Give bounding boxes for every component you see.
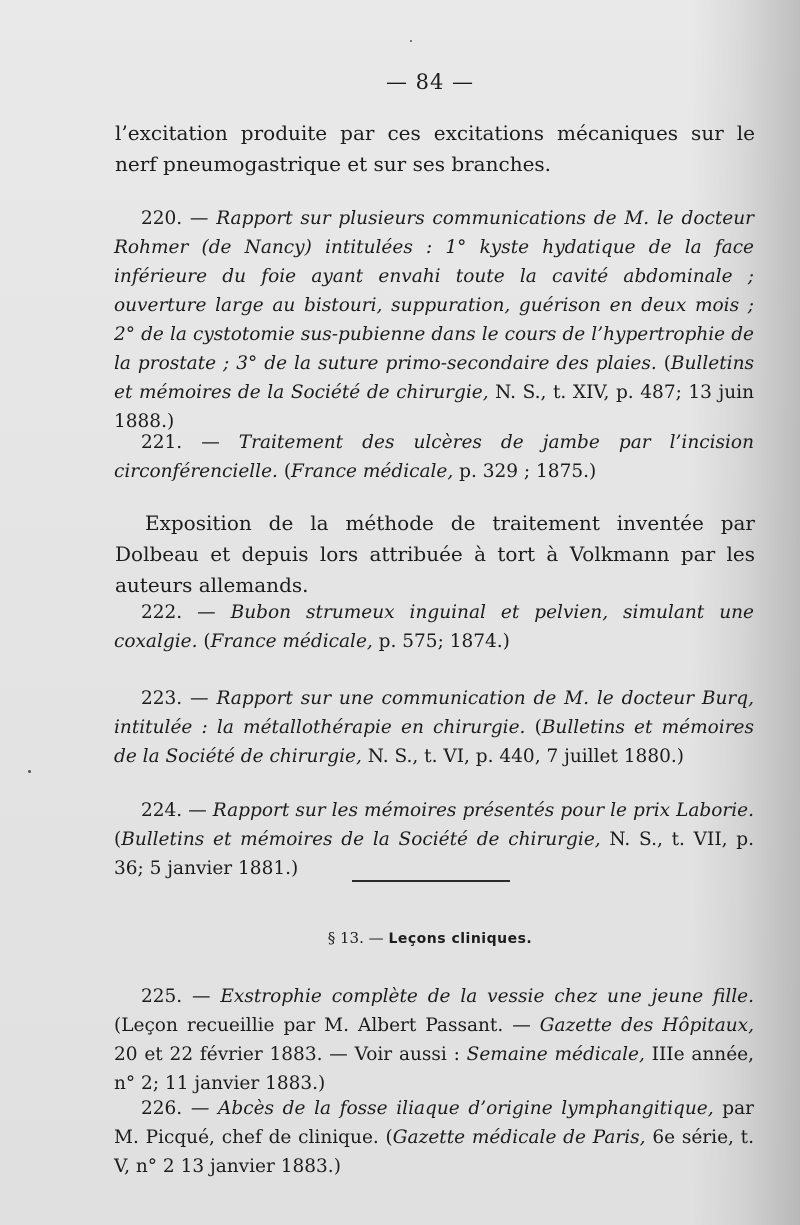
entry-source-open: ( (277, 461, 292, 482)
section-title: Leçons cliniques. (388, 931, 533, 947)
section-heading (0, 928, 800, 949)
intro-paragraph: l’excitation produite par ces excitations mécaniques sur le nerf pneumogastrique et sur ses branches. (115, 121, 755, 176)
entry-source-details: N. S., t. VI, p. 440, 7 juillet 1880.) (361, 746, 684, 767)
entry-source2-details: IIIe année, n° 2; 11 janvier 1883.) (114, 1044, 754, 1094)
entry-title: Rapport sur les mémoires présentés pour le prix Laborie. (212, 800, 755, 821)
entry-source-open: ( (663, 353, 671, 374)
entry-title: Rapport sur une communication de M. le docteur Burq, intitulée : la métallothérapie en chirurgie. (114, 688, 754, 738)
bibliography-entry-224 (114, 796, 754, 883)
bibliography-entry-220 (114, 204, 754, 436)
entry-source-title: Bulletins et mémoires de la Société de chirurgie, (114, 717, 754, 767)
scan-speck (28, 770, 31, 773)
bibliography-entry-223 (114, 684, 754, 771)
entry-source-details: p. 329 ; 1875.) (453, 461, 597, 482)
bibliography-entry-225 (114, 982, 754, 1098)
entry-source-title: Bulletins et mémoires de la Société de chirurgie, (114, 353, 754, 403)
bibliography-entry-221 (114, 428, 754, 486)
entry-number: 225. — (141, 986, 211, 1007)
entry-source2-title: Semaine médicale, (466, 1044, 645, 1065)
entry-source-title: Gazette des Hôpitaux, (539, 1015, 754, 1036)
bibliography-entry-226 (114, 1094, 754, 1181)
entry-title: Rapport sur plusieurs communications de M. le docteur Rohmer (de Nancy) intitulées : 1° kyste hydatique de la face inférieure du foie ayant envahi toute la cavité abdominale ; ouverture large au bistouri, suppuration, guérison en deux mois ; 2° de la cystotomie sus-pubienne dans le cours de l’hypertrophie de la prostate ; 3° de la suture primo-secondaire des plaies. (114, 208, 754, 374)
entry-after-title: par M. Picqué, chef de clinique. ( (114, 1098, 754, 1148)
entry-source-open: ( (197, 631, 211, 652)
entry-title: Abcès de la fosse iliaque d’origine lymphangitique, (218, 1098, 714, 1119)
entry-source-details: 6e série, t. V, n° 2 13 janvier 1883.) (114, 1127, 754, 1177)
scan-speck (410, 40, 412, 42)
entry-title: Traitement des ulcères de jambe par l’incision circonférencielle. (114, 432, 754, 482)
entry-source-details: 20 et 22 février 1883. — Voir aussi : (114, 1044, 467, 1065)
entry-221-commentary: Exposition de la méthode de traitement inventée par Dolbeau et depuis lors attribuée à tort à Volkmann par les auteurs allemands. (115, 511, 755, 597)
entry-number: 220. — (141, 208, 209, 229)
entry-title: Bubon strumeux inguinal et pelvien, simulant une coxalgie. (114, 602, 754, 652)
section-divider (352, 880, 510, 882)
entry-number: 224. — (141, 800, 207, 821)
entry-source-title: Gazette médicale de Paris, (392, 1127, 646, 1148)
bibliography-entry-222 (114, 598, 754, 656)
entry-after-title: (Leçon recueillie par M. Albert Passant. — (114, 1015, 540, 1036)
entry-source-details: N. S., t. VII, p. 36; 5 janvier 1881.) (114, 829, 754, 879)
entry-source-title: France médicale, (291, 461, 454, 482)
entry-title: Exstrophie complète de la vessie chez une jeune fille. (220, 986, 754, 1007)
entry-source-open: ( (114, 829, 122, 850)
entry-source-title: Bulletins et mémoires de la Société de chirurgie, (121, 829, 601, 850)
section-prefix: § 13. — (327, 929, 384, 947)
entry-number: 226. — (141, 1098, 210, 1119)
entry-source-open: ( (525, 717, 542, 738)
entry-source-details: p. 575; 1874.) (372, 631, 510, 652)
entry-source-title: France médicale, (210, 631, 373, 652)
entry-number: 221. — (141, 432, 220, 453)
page-number: — 84 — (385, 70, 475, 94)
entry-number: 223. — (141, 688, 209, 709)
entry-source-details: N. S., t. XIV, p. 487; 13 juin 1888.) (114, 382, 755, 432)
entry-number: 222. — (141, 602, 216, 623)
